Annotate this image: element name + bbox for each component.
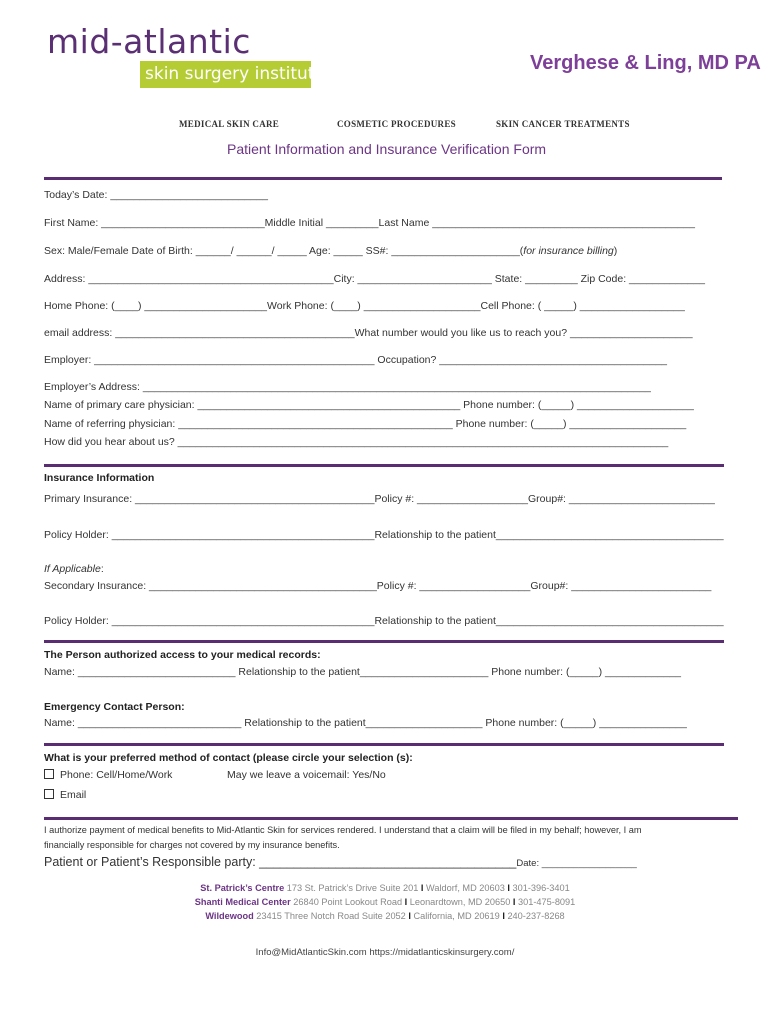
location-name: Shanti Medical Center <box>194 897 291 907</box>
sex-dob-suffix: ) <box>613 245 618 257</box>
if-applicable-text: If Applicable <box>44 563 101 575</box>
sex-dob-fields[interactable] <box>44 245 617 257</box>
email-checkbox[interactable] <box>44 789 54 799</box>
authorized-person-heading: The Person authorized access to your medical records: <box>44 649 321 661</box>
address-fields[interactable]: Address: __________________________________________City: _______________________ State: _________ Zip Code: _____________ <box>44 273 705 285</box>
email-option-row <box>44 789 86 801</box>
employer-address-field[interactable]: Employer’s Address: _______________________________________________________________________________________ <box>44 381 651 393</box>
authorization-text-2: financially responsible for charges not covered by my insurance benefits. <box>44 840 340 850</box>
location-name: St. Patrick’s Centre <box>200 883 285 893</box>
location-wildewood <box>0 911 770 921</box>
separator: I <box>420 883 424 893</box>
location-street: 26840 Point Lookout Road <box>290 897 405 907</box>
nav-cosmetic-procedures: COSMETIC PROCEDURES <box>337 119 456 129</box>
secondary-insurance-fields[interactable]: Secondary Insurance: _______________________________________Policy #: ___________________Group#: ________________________ <box>44 580 712 592</box>
nav-skin-cancer-treatments: SKIN CANCER TREATMENTS <box>496 119 630 129</box>
phone-fields[interactable]: Home Phone: (____) _____________________Work Phone: (____) ____________________Cell Phone: ( _____) __________________ <box>44 300 685 312</box>
location-city: Leonardtown, MD 20650 <box>407 897 513 907</box>
location-phone: 301-396-3401 <box>509 883 570 893</box>
separator: I <box>512 897 516 907</box>
insurance-billing-note: for insurance billing <box>523 245 614 257</box>
primary-physician-field[interactable]: Name of primary care physician: _____________________________________________ Phone number: (_____) ____________________ <box>44 399 694 411</box>
logo-tagline: skin surgery institute <box>140 61 311 88</box>
location-city: California, MD 20619 <box>410 911 503 921</box>
authorized-person-fields[interactable]: Name: ___________________________ Relationship to the patient______________________ Phone number: (_____) _____________ <box>44 666 681 678</box>
name-fields[interactable]: First Name: ____________________________Middle Initial _________Last Name _____________________________________________ <box>44 217 695 229</box>
location-city: Waldorf, MD 20603 <box>423 883 508 893</box>
insurance-heading: Insurance Information <box>44 472 155 484</box>
signature-label: Patient or Patient’s Responsible party: _____________________________________ <box>44 855 517 869</box>
nav-medical-skin-care: MEDICAL SKIN CARE <box>179 119 280 129</box>
location-shanti <box>0 897 770 907</box>
if-applicable-label: If Applicable: <box>44 563 104 575</box>
primary-insurance-fields[interactable]: Primary Insurance: _________________________________________Policy #: ___________________Group#: _________________________ <box>44 493 715 505</box>
separator: I <box>507 883 510 893</box>
policy-holder-primary-fields[interactable]: Policy Holder: _____________________________________________Relationship to the patient_______________________________________ <box>44 529 724 541</box>
divider <box>44 464 724 467</box>
phone-option-row <box>44 769 172 781</box>
authorization-text-1: I authorize payment of medical benefits to Mid-Atlantic Skin for services rendered. I understand that a claim will be filed in my behalf; however, I am <box>44 825 642 835</box>
location-phone: 301-475-8091 <box>515 897 576 907</box>
email-field[interactable]: email address: _________________________________________What number would you like us to reach you? _____________________ <box>44 327 693 339</box>
separator: I <box>408 911 411 921</box>
location-street: 173 St. Patrick’s Drive Suite 201 <box>284 883 421 893</box>
separator: I <box>502 911 505 921</box>
signature-row[interactable] <box>44 855 637 869</box>
divider <box>44 177 722 180</box>
divider <box>44 743 724 746</box>
referral-source-field[interactable]: How did you hear about us? ____________________________________________________________________________________ <box>44 436 669 448</box>
phone-checkbox[interactable] <box>44 769 54 779</box>
sex-dob-text: Sex: Male/Female Date of Birth: ______/ ______/ _____ Age: _____ SS#: ______________________( <box>44 245 524 257</box>
signature-date: Date: __________________ <box>516 858 637 869</box>
contact-links[interactable]: Info@MidAtlanticSkin.com https://midatlanticskinsurgery.com/ <box>255 947 515 958</box>
policy-holder-secondary-fields[interactable]: Policy Holder: _____________________________________________Relationship to the patient_______________________________________ <box>44 615 724 627</box>
location-phone: 240-237-8268 <box>504 911 565 921</box>
referring-physician-field[interactable]: Name of referring physician: _______________________________________________ Phone number: (_____) ____________________ <box>44 418 687 430</box>
emergency-contact-fields[interactable]: Name: ____________________________ Relationship to the patient____________________ Phone number: (_____) _______________ <box>44 717 687 729</box>
phone-option-label: Phone: Cell/Home/Work <box>60 769 173 781</box>
employer-fields[interactable]: Employer: ________________________________________________ Occupation? _______________________________________ <box>44 354 668 366</box>
email-option-label: Email <box>60 789 87 801</box>
location-street: 23415 Three Notch Road Suite 2052 <box>253 911 409 921</box>
contact-method-heading: What is your preferred method of contact (please circle your selection (s): <box>44 752 413 764</box>
location-name: Wildewood <box>205 911 254 921</box>
practice-name: Verghese & Ling, MD PA <box>530 52 761 74</box>
separator: I <box>404 897 408 907</box>
location-st-patricks <box>0 883 770 893</box>
todays-date-field[interactable]: Today’s Date: ___________________________ <box>44 189 269 201</box>
logo-wordmark: mid-atlantic <box>47 22 251 61</box>
voicemail-question[interactable]: May we leave a voicemail: Yes/No <box>227 769 386 781</box>
divider <box>44 640 724 643</box>
divider <box>44 817 738 820</box>
emergency-contact-heading: Emergency Contact Person: <box>44 701 185 713</box>
form-title: Patient Information and Insurance Verification Form <box>227 141 547 157</box>
